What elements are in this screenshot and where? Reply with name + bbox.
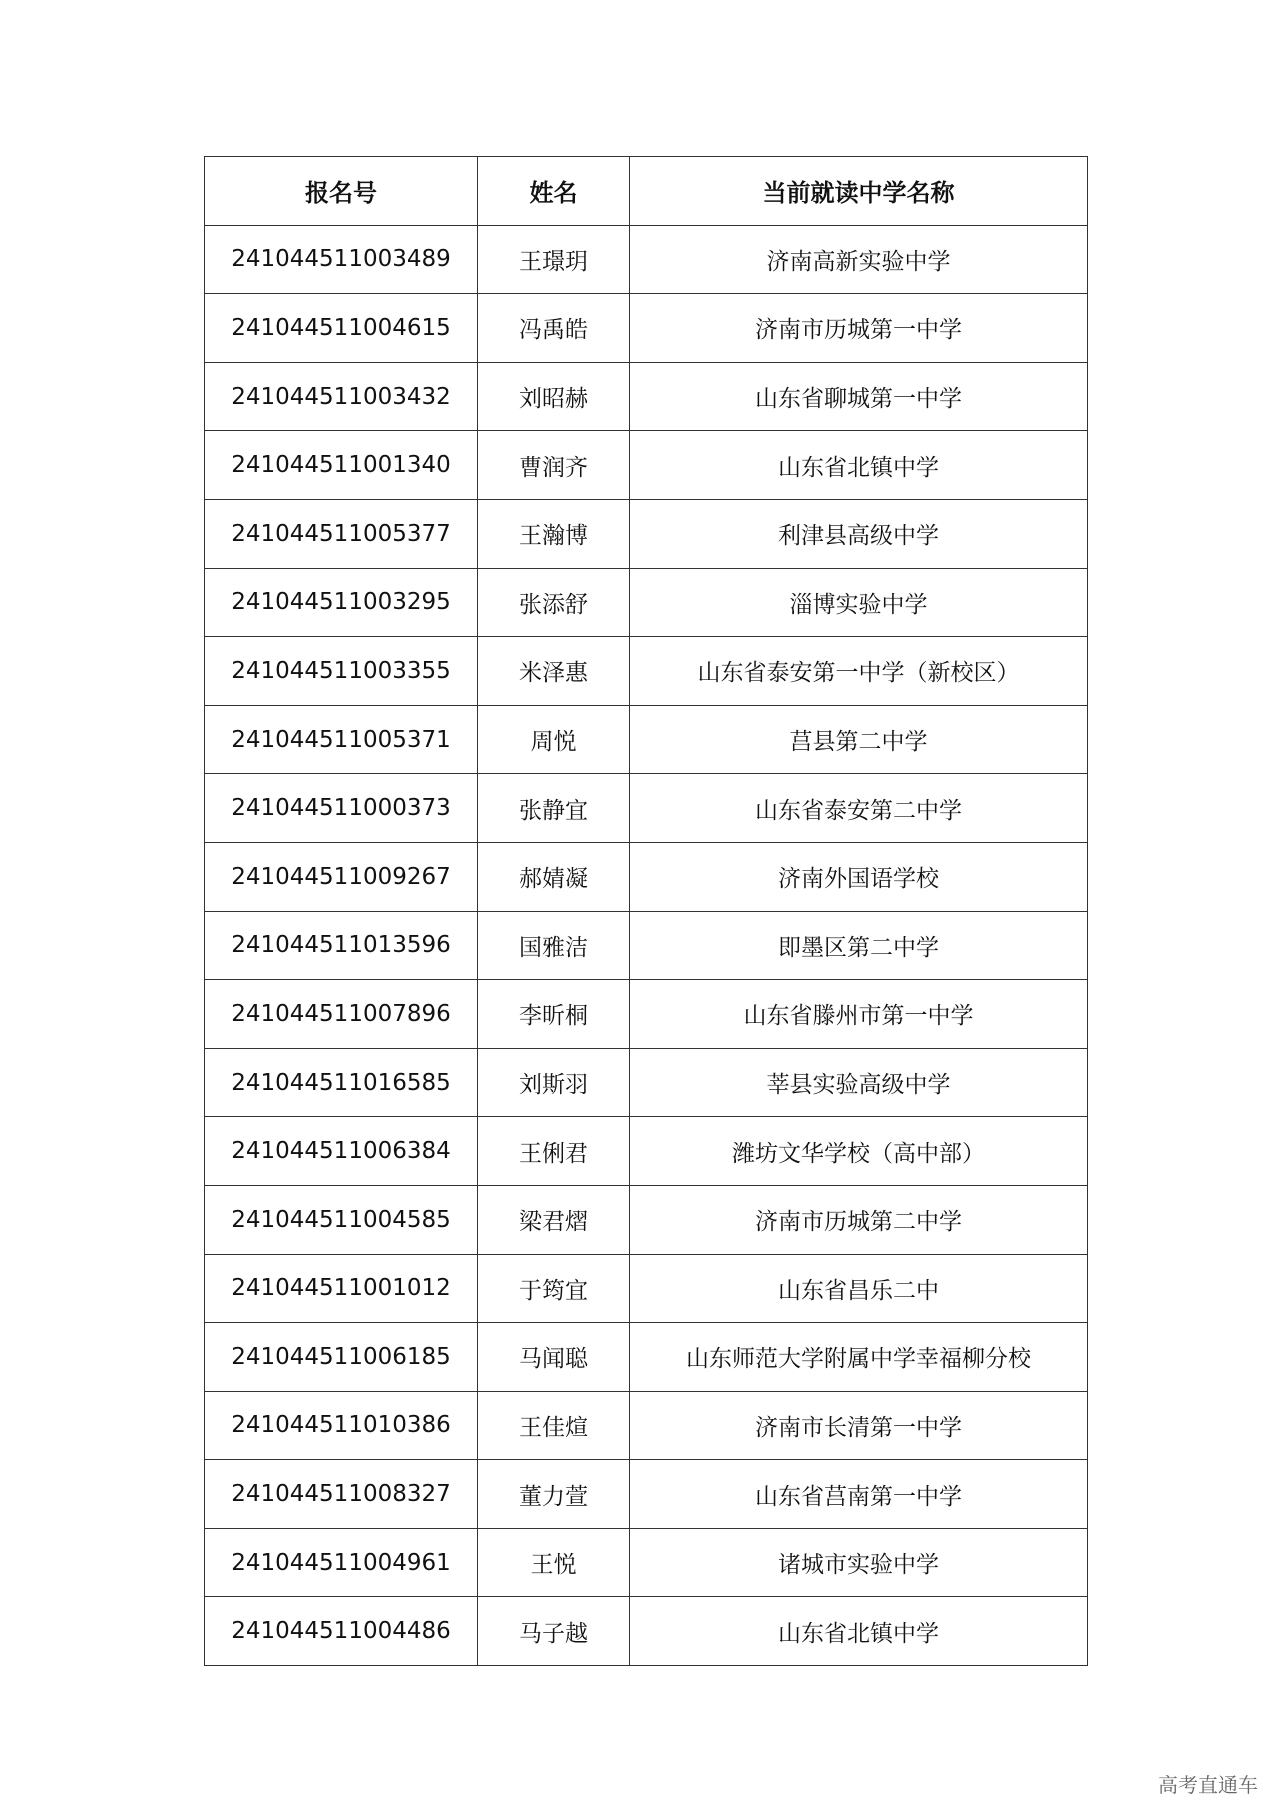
school-cell: 山东省泰安第一中学（新校区） bbox=[630, 637, 1088, 706]
name-cell: 王悦 bbox=[478, 1528, 630, 1597]
name-cell: 国雅洁 bbox=[478, 911, 630, 980]
name-cell: 梁君熠 bbox=[478, 1185, 630, 1254]
name-cell: 刘昭赫 bbox=[478, 362, 630, 431]
table-row bbox=[205, 1528, 1088, 1597]
registration-number-cell: 241044511004486 bbox=[205, 1597, 478, 1666]
header-name: 姓名 bbox=[478, 157, 630, 226]
table-row bbox=[205, 774, 1088, 843]
school-cell: 山东省聊城第一中学 bbox=[630, 362, 1088, 431]
table-row bbox=[205, 637, 1088, 706]
table-row bbox=[205, 1391, 1088, 1460]
registration-number-cell: 241044511010386 bbox=[205, 1391, 478, 1460]
registration-number-cell: 241044511003355 bbox=[205, 637, 478, 706]
school-cell: 济南市历城第二中学 bbox=[630, 1185, 1088, 1254]
registration-number-cell: 241044511003489 bbox=[205, 225, 478, 294]
table-row bbox=[205, 1460, 1088, 1529]
registration-number-cell: 241044511006384 bbox=[205, 1117, 478, 1186]
registration-number-cell: 241044511005377 bbox=[205, 499, 478, 568]
table-row bbox=[205, 980, 1088, 1049]
school-cell: 莘县实验高级中学 bbox=[630, 1048, 1088, 1117]
name-cell: 米泽惠 bbox=[478, 637, 630, 706]
school-cell: 即墨区第二中学 bbox=[630, 911, 1088, 980]
school-cell: 潍坊文华学校（高中部） bbox=[630, 1117, 1088, 1186]
header-school: 当前就读中学名称 bbox=[630, 157, 1088, 226]
registration-number-cell: 241044511004961 bbox=[205, 1528, 478, 1597]
name-cell: 冯禹皓 bbox=[478, 294, 630, 363]
registration-number-cell: 241044511006185 bbox=[205, 1323, 478, 1392]
registration-number-cell: 241044511008327 bbox=[205, 1460, 478, 1529]
registration-number-cell: 241044511007896 bbox=[205, 980, 478, 1049]
school-cell: 山东省莒南第一中学 bbox=[630, 1460, 1088, 1529]
student-list-table bbox=[204, 156, 1088, 1666]
table-row bbox=[205, 568, 1088, 637]
table-row bbox=[205, 705, 1088, 774]
school-cell: 莒县第二中学 bbox=[630, 705, 1088, 774]
table-row bbox=[205, 842, 1088, 911]
registration-number-cell: 241044511001340 bbox=[205, 431, 478, 500]
registration-number-cell: 241044511013596 bbox=[205, 911, 478, 980]
school-cell: 诸城市实验中学 bbox=[630, 1528, 1088, 1597]
school-cell: 山东省昌乐二中 bbox=[630, 1254, 1088, 1323]
school-cell: 济南市历城第一中学 bbox=[630, 294, 1088, 363]
header-registration-number: 报名号 bbox=[205, 157, 478, 226]
registration-number-cell: 241044511004615 bbox=[205, 294, 478, 363]
registration-number-cell: 241044511004585 bbox=[205, 1185, 478, 1254]
name-cell: 曹润齐 bbox=[478, 431, 630, 500]
name-cell: 马闻聪 bbox=[478, 1323, 630, 1392]
school-cell: 济南外国语学校 bbox=[630, 842, 1088, 911]
name-cell: 郝婧凝 bbox=[478, 842, 630, 911]
name-cell: 董力萱 bbox=[478, 1460, 630, 1529]
table-header-row bbox=[205, 157, 1088, 226]
registration-number-cell: 241044511000373 bbox=[205, 774, 478, 843]
registration-number-cell: 241044511001012 bbox=[205, 1254, 478, 1323]
school-cell: 利津县高级中学 bbox=[630, 499, 1088, 568]
table-row bbox=[205, 294, 1088, 363]
table-row bbox=[205, 1185, 1088, 1254]
table-row bbox=[205, 499, 1088, 568]
watermark: 高考直通车 bbox=[1158, 1773, 1258, 1797]
school-cell: 山东师范大学附属中学幸福柳分校 bbox=[630, 1323, 1088, 1392]
name-cell: 周悦 bbox=[478, 705, 630, 774]
school-cell: 山东省滕州市第一中学 bbox=[630, 980, 1088, 1049]
school-cell: 济南高新实验中学 bbox=[630, 225, 1088, 294]
name-cell: 王佳煊 bbox=[478, 1391, 630, 1460]
table-row bbox=[205, 1048, 1088, 1117]
table-row bbox=[205, 1323, 1088, 1392]
name-cell: 马子越 bbox=[478, 1597, 630, 1666]
registration-number-cell: 241044511005371 bbox=[205, 705, 478, 774]
name-cell: 王璟玥 bbox=[478, 225, 630, 294]
name-cell: 张静宜 bbox=[478, 774, 630, 843]
name-cell: 王俐君 bbox=[478, 1117, 630, 1186]
registration-number-cell: 241044511009267 bbox=[205, 842, 478, 911]
table-row bbox=[205, 431, 1088, 500]
school-cell: 淄博实验中学 bbox=[630, 568, 1088, 637]
table-row bbox=[205, 1254, 1088, 1323]
name-cell: 于筠宜 bbox=[478, 1254, 630, 1323]
table-row bbox=[205, 911, 1088, 980]
table-row bbox=[205, 1597, 1088, 1666]
registration-number-cell: 241044511016585 bbox=[205, 1048, 478, 1117]
registration-number-cell: 241044511003295 bbox=[205, 568, 478, 637]
school-cell: 山东省北镇中学 bbox=[630, 1597, 1088, 1666]
table-row bbox=[205, 225, 1088, 294]
school-cell: 济南市长清第一中学 bbox=[630, 1391, 1088, 1460]
name-cell: 李昕桐 bbox=[478, 980, 630, 1049]
school-cell: 山东省泰安第二中学 bbox=[630, 774, 1088, 843]
name-cell: 张添舒 bbox=[478, 568, 630, 637]
name-cell: 刘斯羽 bbox=[478, 1048, 630, 1117]
name-cell: 王瀚博 bbox=[478, 499, 630, 568]
table-row bbox=[205, 1117, 1088, 1186]
table-row bbox=[205, 362, 1088, 431]
registration-number-cell: 241044511003432 bbox=[205, 362, 478, 431]
school-cell: 山东省北镇中学 bbox=[630, 431, 1088, 500]
